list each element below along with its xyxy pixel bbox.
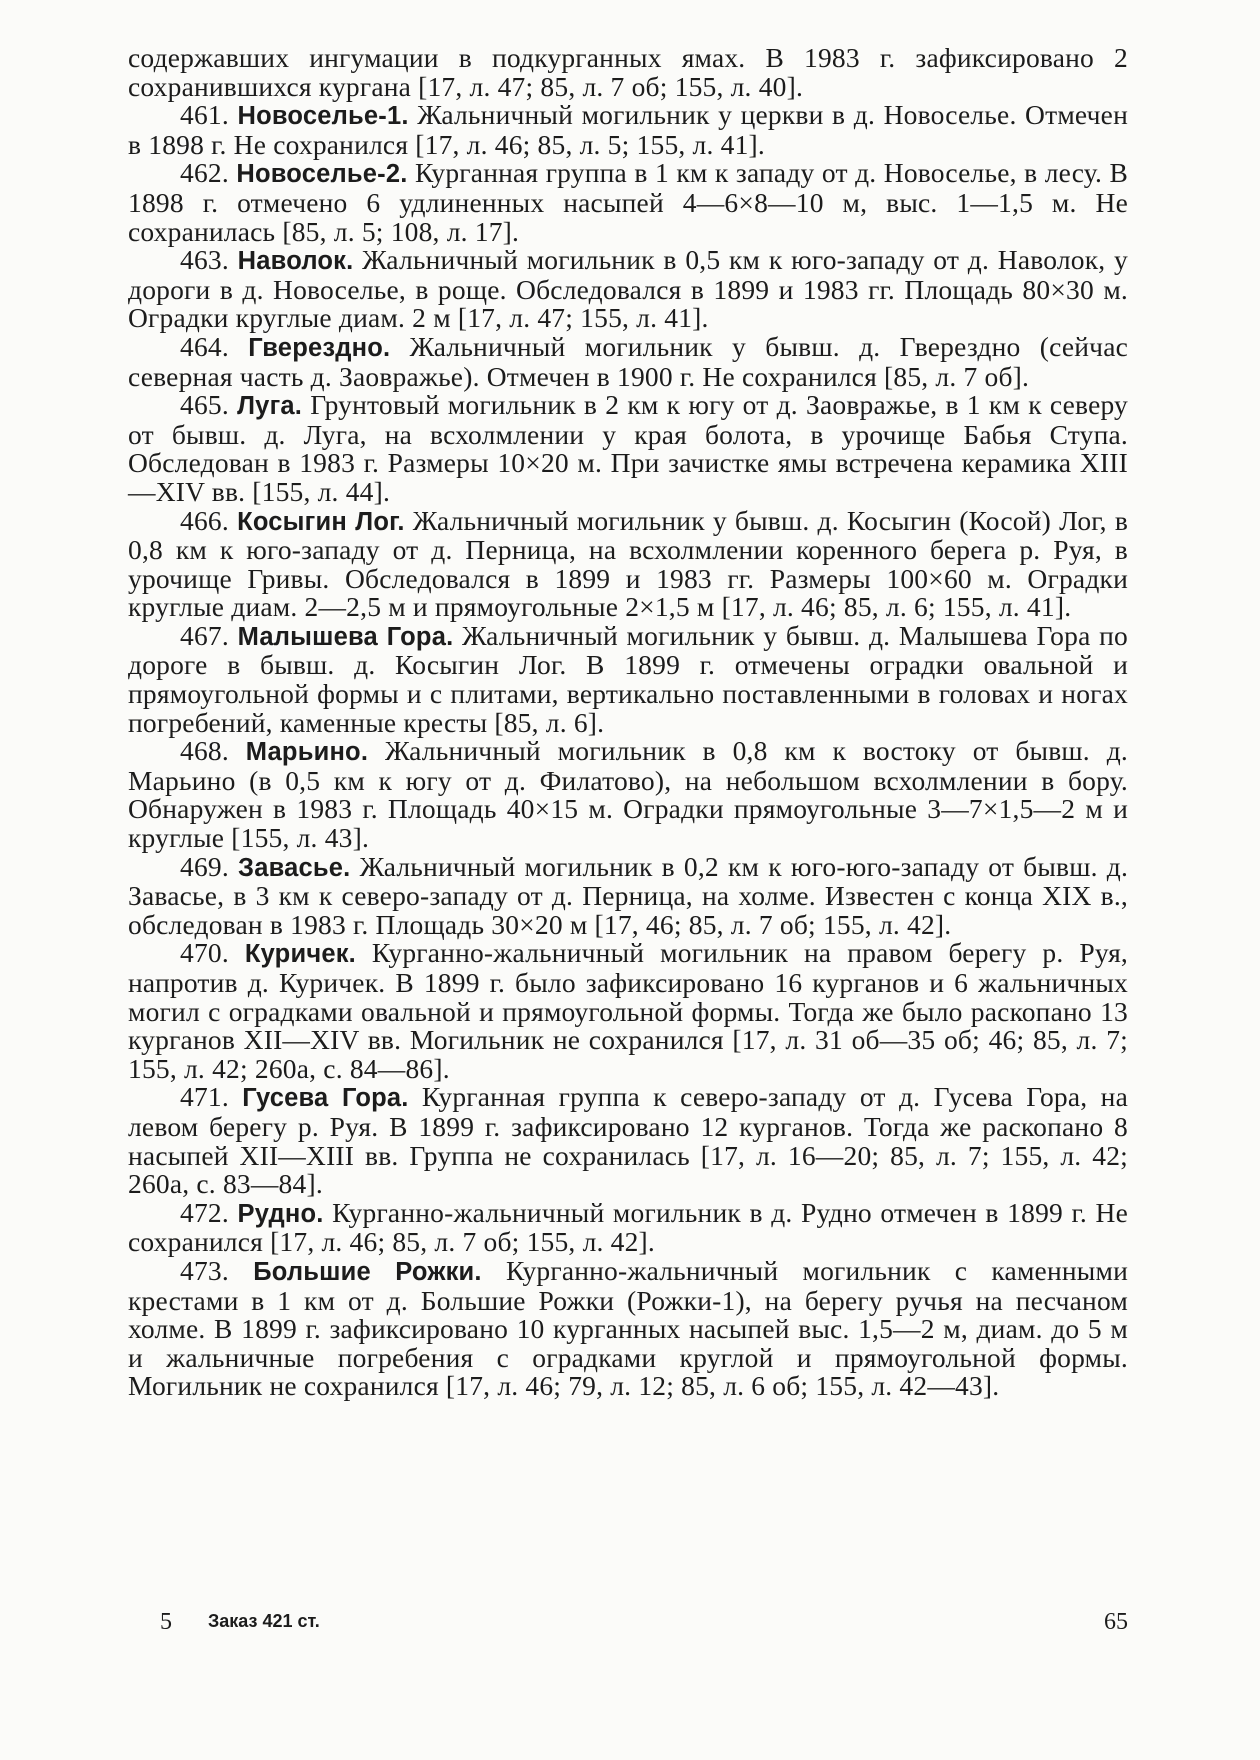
entry-body: Жальничный могильник у бывш. д. Малышева Гора по дороге в бывш. д. Косыгин Лог. В 1899 г. отмечены оградки овальной и прямоугольной формы и с плитами, вертикально поставленными в головах и ногах погребений, каменные кресты [85, л. 6]. <box>128 619 1128 738</box>
catalog-entry <box>128 1254 1128 1402</box>
entry-number: 473. <box>180 1254 229 1286</box>
entry-number: 466. <box>180 504 229 536</box>
entry-number: 472. <box>180 1196 229 1228</box>
entry-body: Жальничный могильник у бывш. д. Косыгин (Косой) Лог, в 0,8 км к юго-западу от д. Перница, на всхолмлении коренного берега р. Руя, в урочище Гривы. Обследовался в 1899 и 1983 гг. Размеры 100×60 м. Оградки круглые диам. 2—2,5 м и прямоугольные 2×1,5 м [17, л. 46; 85, л. 6; 155, л. 41]. <box>128 504 1129 623</box>
entry-number: 463. <box>180 244 229 276</box>
entry-body: Жальничный могильник в 0,8 км к востоку от бывш. д. Марьино (в 0,5 км к югу от д. Филатово), на небольшом всхолмлении в бору. Обнаружен в 1983 г. Площадь 40×15 м. Оградки прямоугольные 3—7×1,5—2 м и круглые [155, л. 43]. <box>128 735 1128 854</box>
entry-title: Марьино. <box>245 738 369 767</box>
entry-title: Косыгин Лог. <box>237 507 405 536</box>
entry-title: Рудно. <box>237 1199 324 1228</box>
entry-number: 464. <box>180 330 229 362</box>
entry-title: Наволок. <box>237 247 354 276</box>
entry-body: Жальничный могильник в 0,2 км к юго-юго-западу от бывш. д. Завасье, в 3 км к северо-западу от д. Перница, на холме. Известен с конца XIX в., обследован в 1983 г. Площадь 30×20 м [17, 46; 85, л. 7 об; 155, л. 42]. <box>128 850 1129 940</box>
entry-number: 469. <box>180 850 229 882</box>
entry-number: 468. <box>180 735 229 767</box>
catalog-entry <box>128 391 1128 506</box>
catalog-entry <box>128 619 1128 738</box>
catalog-entry <box>128 737 1128 852</box>
body-text <box>128 44 1128 1401</box>
catalog-entry <box>128 850 1129 940</box>
entry-body: Курганно-жальничный могильник на правом берегу р. Руя, напротив д. Куричек. В 1899 г. было зафиксировано 16 курганов и 6 жальничных могил с оградками овальной и прямоугольной формы. Тогда же было раскопано 13 курганов XII—XIV вв. Могильник не сохранился [17, л. 31 об—35 об; 46; 85, л. 7; 155, л. 42; 260а, с. 84—86]. <box>128 937 1129 1084</box>
entry-title: Гусева Гора. <box>242 1084 409 1113</box>
entry-body: Жальничный могильник в 0,5 км к юго-западу от д. Наволок, у дороги в д. Новоселье, в роще. Обследовался в 1899 и 1983 гг. Площадь 80×30 м. Оградки круглые диам. 2 м [17, л. 47; 155, л. 41]. <box>128 244 1129 334</box>
entry-body: Грунтовый могильник в 2 км к югу от д. Заовражье, в 1 км к северу от бывш. д. Луга, на всхолмлении у края болота, в урочище Бабья Ступа. Обследован в 1983 г. Размеры 10×20 м. При зачистке ямы встречена керамика XIII—XIV вв. [155, л. 44]. <box>128 389 1129 507</box>
entry-number: 462. <box>180 157 229 189</box>
entry-body: Жальничный могильник у бывш. д. Гверездно (сейчас северная часть д. Заовражье). Отмечен в 1900 г. Не сохранился [85, л. 7 об]. <box>128 330 1129 392</box>
entry-body: Курганная группа в 1 км к западу от д. Новоселье, в лесу. В 1898 г. отмечено 6 удлиненных насыпей 4—6×8—10 м, выс. 1—1,5 м. Не сохранилась [85, л. 5; 108, л. 17]. <box>128 157 1129 247</box>
entry-number: 467. <box>180 619 229 651</box>
entry-body: Курганно-жальничный могильник в д. Рудно отмечен в 1899 г. Не сохранился [17, л. 46; 85, л. 7 об; 155, л. 42]. <box>128 1196 1129 1258</box>
entry-title: Гверездно. <box>248 333 391 362</box>
catalog-entry <box>128 939 1128 1083</box>
catalog-entry <box>128 1083 1128 1198</box>
entry-title: Луга. <box>237 392 303 421</box>
catalog-entry <box>128 101 1128 159</box>
page-number: 65 <box>1104 1609 1128 1635</box>
entry-title: Завасье. <box>238 853 351 882</box>
entry-title: Новоселье-1. <box>237 102 409 131</box>
entry-body: Жальничный могильник у церкви в д. Новоселье. Отмечен в 1898 г. Не сохранился [17, л. 46; 85, л. 5; 155, л. 41]. <box>128 99 1129 160</box>
entry-title: Малышева Гора. <box>237 622 454 651</box>
entry-list <box>128 101 1128 1401</box>
entry-number: 470. <box>180 937 229 969</box>
entry-body: Курганная группа к северо-западу от д. Гусева Гора, на левом берегу р. Руя. В 1899 г. зафиксировано 12 курганов. Тогда же раскопано 8 насыпей XII—XIII вв. Группа не сохранилась [17, л. 16—20; 85, л. 7; 155, л. 42; 260а, с. 83—84]. <box>128 1081 1128 1200</box>
catalog-entry <box>128 1196 1129 1258</box>
catalog-entry <box>128 159 1128 246</box>
entry-number: 465. <box>180 389 229 421</box>
entry-number: 471. <box>180 1081 229 1113</box>
catalog-entry <box>128 504 1129 623</box>
catalog-entry <box>128 246 1128 333</box>
entry-title: Новоселье-2. <box>236 160 408 189</box>
catalog-entry <box>128 330 1129 392</box>
printer-signature: 5 <box>160 1609 172 1635</box>
entry-body: Курганно-жальничный могильник с каменными крестами в 1 км от д. Большие Рожки (Рожки-1), на берегу ручья на песчаном холме. В 1899 г. зафиксировано 10 курганных насыпей выс. 1,5—2 м, диам. до 5 м и жальничные погребения с оградками круглой и прямоугольной формы. Могильник не сохранился [17, л. 46; 79, л. 12; 85, л. 6 об; 155, л. 42—43]. <box>128 1254 1128 1402</box>
print-order: Заказ 421 ст. <box>208 1611 320 1631</box>
entry-title: Большие Рожки. <box>253 1257 482 1286</box>
entry-number: 461. <box>180 99 229 131</box>
page-footer <box>160 1609 1128 1643</box>
entry-title: Куричек. <box>244 940 356 969</box>
intro-paragraph: содержавших ингумации в подкурганных ямах. В 1983 г. зафиксировано 2 сохранившихся кургана [17, л. 47; 85, л. 7 об; 155, л. 40]. <box>128 42 1128 102</box>
